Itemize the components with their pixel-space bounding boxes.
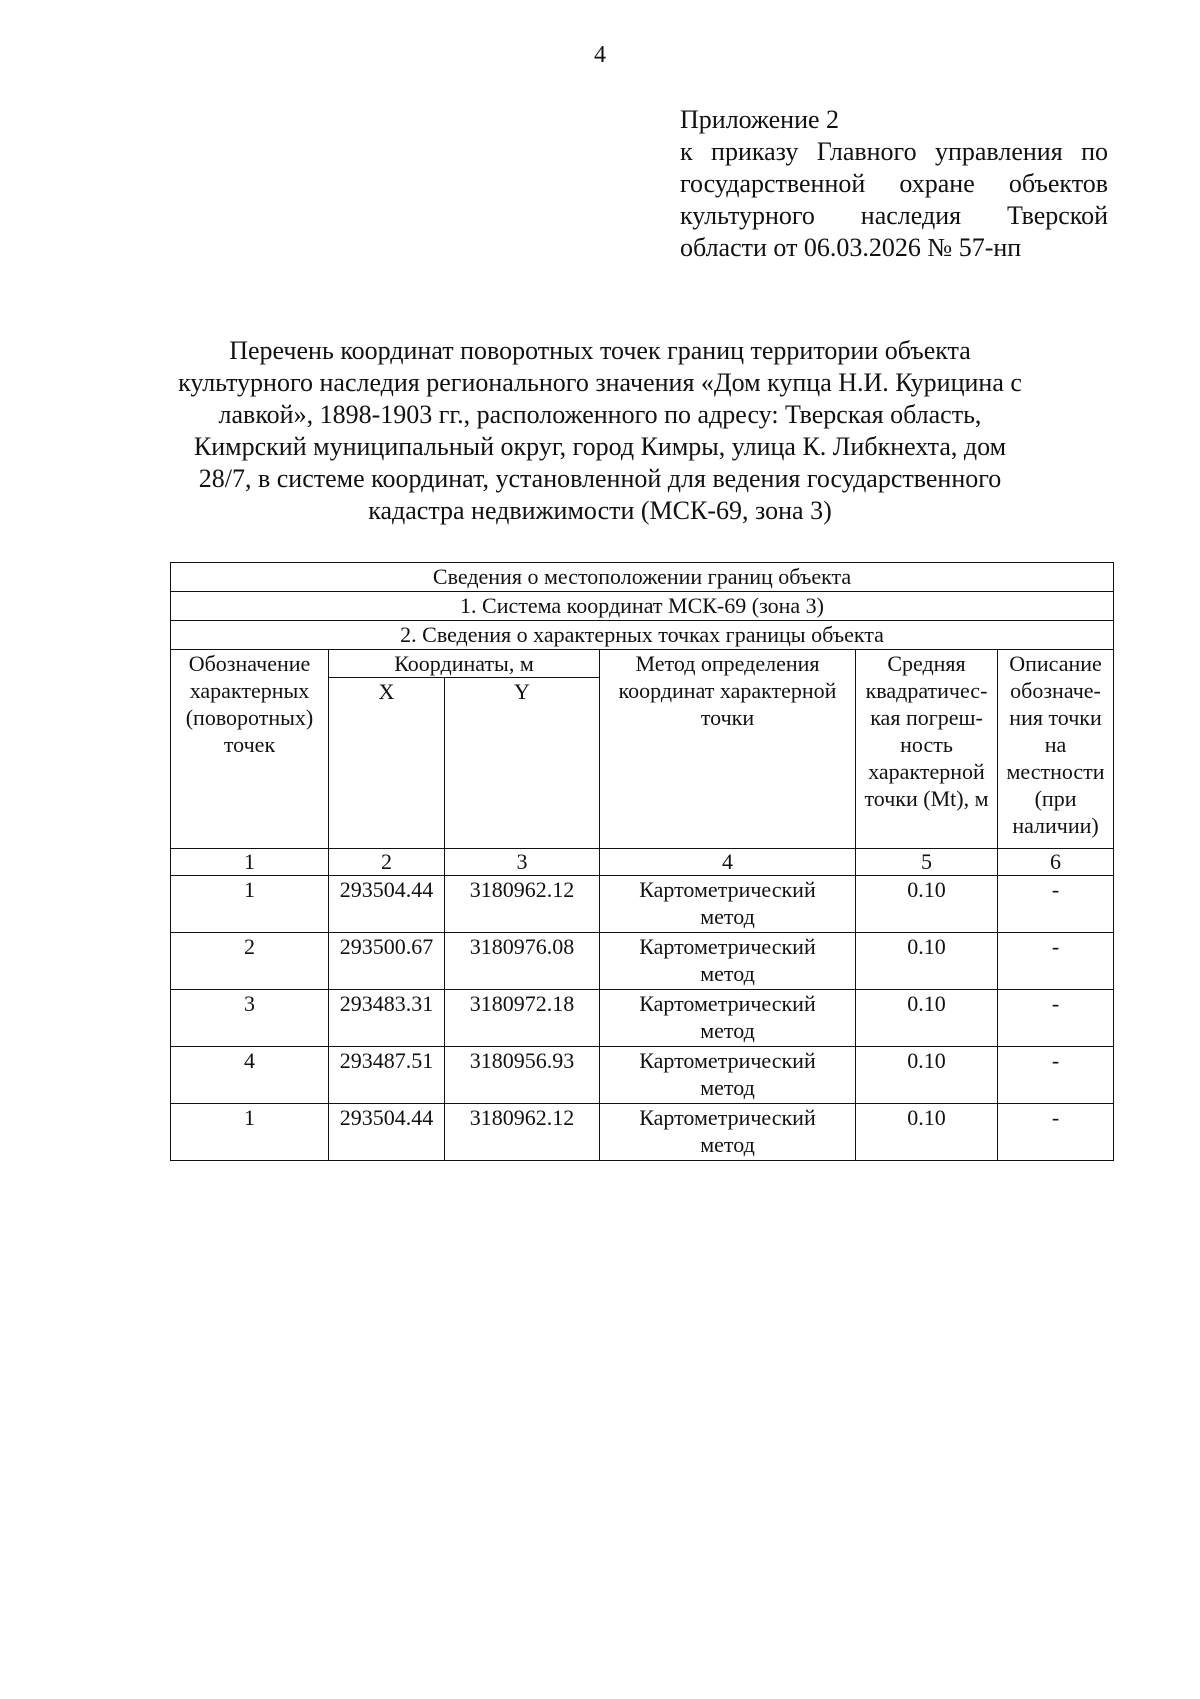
title-line: Кимрский муниципальный округ, город Кимры, улица К. Либкнехта, дом [193, 432, 1007, 461]
header-desc-line: наличии) [1012, 813, 1099, 838]
header-mean-error [856, 650, 998, 849]
cell-description: - [998, 1047, 1114, 1104]
header-error-line: точки (Mt), м [864, 786, 989, 811]
title-line: лавкой», 1898-1903 гг., расположенного по адресу: Тверская область, [218, 400, 982, 429]
appendix-line: к приказу Главного управления по [680, 137, 1108, 166]
cell-x: 293483.31 [329, 990, 445, 1047]
cell-point: 4 [171, 1047, 329, 1104]
document-title [150, 335, 1050, 527]
cell-x: 293500.67 [329, 933, 445, 990]
coordinates-table [170, 562, 1114, 1161]
cell-mt: 0.10 [856, 990, 998, 1047]
cell-y: 3180976.08 [445, 933, 600, 990]
table-row [171, 1104, 1114, 1161]
table-row [171, 1047, 1114, 1104]
section-location-header: Сведения о местоположении границ объекта [171, 563, 1114, 592]
appendix-block [680, 104, 1108, 264]
column-number: 6 [998, 849, 1114, 876]
header-coordinates: Координаты, м [329, 650, 600, 678]
cell-point: 2 [171, 933, 329, 990]
cell-description: - [998, 933, 1114, 990]
cell-method [600, 1047, 856, 1104]
header-error-line: характерной [868, 759, 985, 784]
cell-x: 293504.44 [329, 876, 445, 933]
cell-x: 293504.44 [329, 1104, 445, 1161]
column-number: 2 [329, 849, 445, 876]
cell-description: - [998, 990, 1114, 1047]
header-y: Y [445, 678, 600, 849]
cell-x: 293487.51 [329, 1047, 445, 1104]
cell-method-line: Картометрический [639, 877, 816, 902]
appendix-line: области от 06.03.2026 № 57-нп [680, 233, 1022, 262]
header-desc-line: на [1044, 732, 1067, 757]
header-point-line: характерных [189, 678, 310, 703]
cell-description: - [998, 1104, 1114, 1161]
cell-method [600, 1104, 856, 1161]
table-row [171, 990, 1114, 1047]
table-row [171, 933, 1114, 990]
cell-point: 1 [171, 876, 329, 933]
cell-method [600, 876, 856, 933]
cell-method [600, 990, 856, 1047]
cell-method-line: Картометрический [639, 934, 816, 959]
title-line: кадастра недвижимости (МСК-69, зона 3) [368, 496, 832, 525]
header-desc-line: Описание [1009, 651, 1102, 676]
header-desc-line: обозначе- [1010, 678, 1101, 703]
title-line: Перечень координат поворотных точек границ территории объекта [229, 336, 971, 365]
header-error-line: квадратичес- [865, 678, 988, 703]
header-x: X [329, 678, 445, 849]
cell-y: 3180962.12 [445, 1104, 600, 1161]
header-desc-line: ния точки [1009, 705, 1102, 730]
title-line: 28/7, в системе координат, установленной для ведения государственного [198, 464, 1002, 493]
cell-mt: 0.10 [856, 1104, 998, 1161]
column-number: 4 [600, 849, 856, 876]
header-point-line: точек [223, 732, 276, 757]
cell-point: 3 [171, 990, 329, 1047]
cell-y: 3180962.12 [445, 876, 600, 933]
column-number: 1 [171, 849, 329, 876]
section-coordinate-system: 1. Система координат МСК-69 (зона 3) [171, 592, 1114, 621]
cell-description: - [998, 876, 1114, 933]
cell-method-line: метод [700, 1018, 755, 1043]
header-description [998, 650, 1114, 849]
appendix-title: Приложение 2 [680, 105, 840, 134]
cell-method-line: Картометрический [639, 1048, 816, 1073]
appendix-line: культурного наследия Тверской [680, 201, 1108, 230]
cell-method-line: метод [700, 1132, 755, 1157]
cell-mt: 0.10 [856, 876, 998, 933]
header-error-line: кая погреш- [870, 705, 983, 730]
header-point-line: Обозначение [188, 651, 311, 676]
header-error-line: ность [900, 732, 953, 757]
column-numbers-row [171, 849, 1114, 876]
page-number: 4 [594, 42, 606, 68]
header-desc-line: местности [1006, 759, 1105, 784]
header-method-line: Метод определения [635, 651, 820, 676]
header-desc-line: (при [1034, 786, 1077, 811]
column-number: 3 [445, 849, 600, 876]
header-method-line: координат характерной [618, 678, 837, 703]
cell-y: 3180956.93 [445, 1047, 600, 1104]
header-method-line: точки [700, 705, 755, 730]
appendix-line: государственной охране объектов [680, 169, 1108, 198]
cell-y: 3180972.18 [445, 990, 600, 1047]
title-line: культурного наследия регионального значения «Дом купца Н.И. Курицина с [178, 368, 1022, 397]
header-point-line: (поворотных) [185, 705, 314, 730]
cell-mt: 0.10 [856, 1047, 998, 1104]
column-number: 5 [856, 849, 998, 876]
cell-method-line: метод [700, 1075, 755, 1100]
cell-method-line: Картометрический [639, 991, 816, 1016]
header-point [171, 650, 329, 849]
header-method [600, 650, 856, 849]
cell-method-line: метод [700, 961, 755, 986]
cell-method [600, 933, 856, 990]
table-row [171, 876, 1114, 933]
cell-method-line: метод [700, 904, 755, 929]
header-error-line: Средняя [887, 651, 966, 676]
cell-mt: 0.10 [856, 933, 998, 990]
cell-point: 1 [171, 1104, 329, 1161]
section-points-header: 2. Сведения о характерных точках границы объекта [171, 621, 1114, 650]
cell-method-line: Картометрический [639, 1105, 816, 1130]
